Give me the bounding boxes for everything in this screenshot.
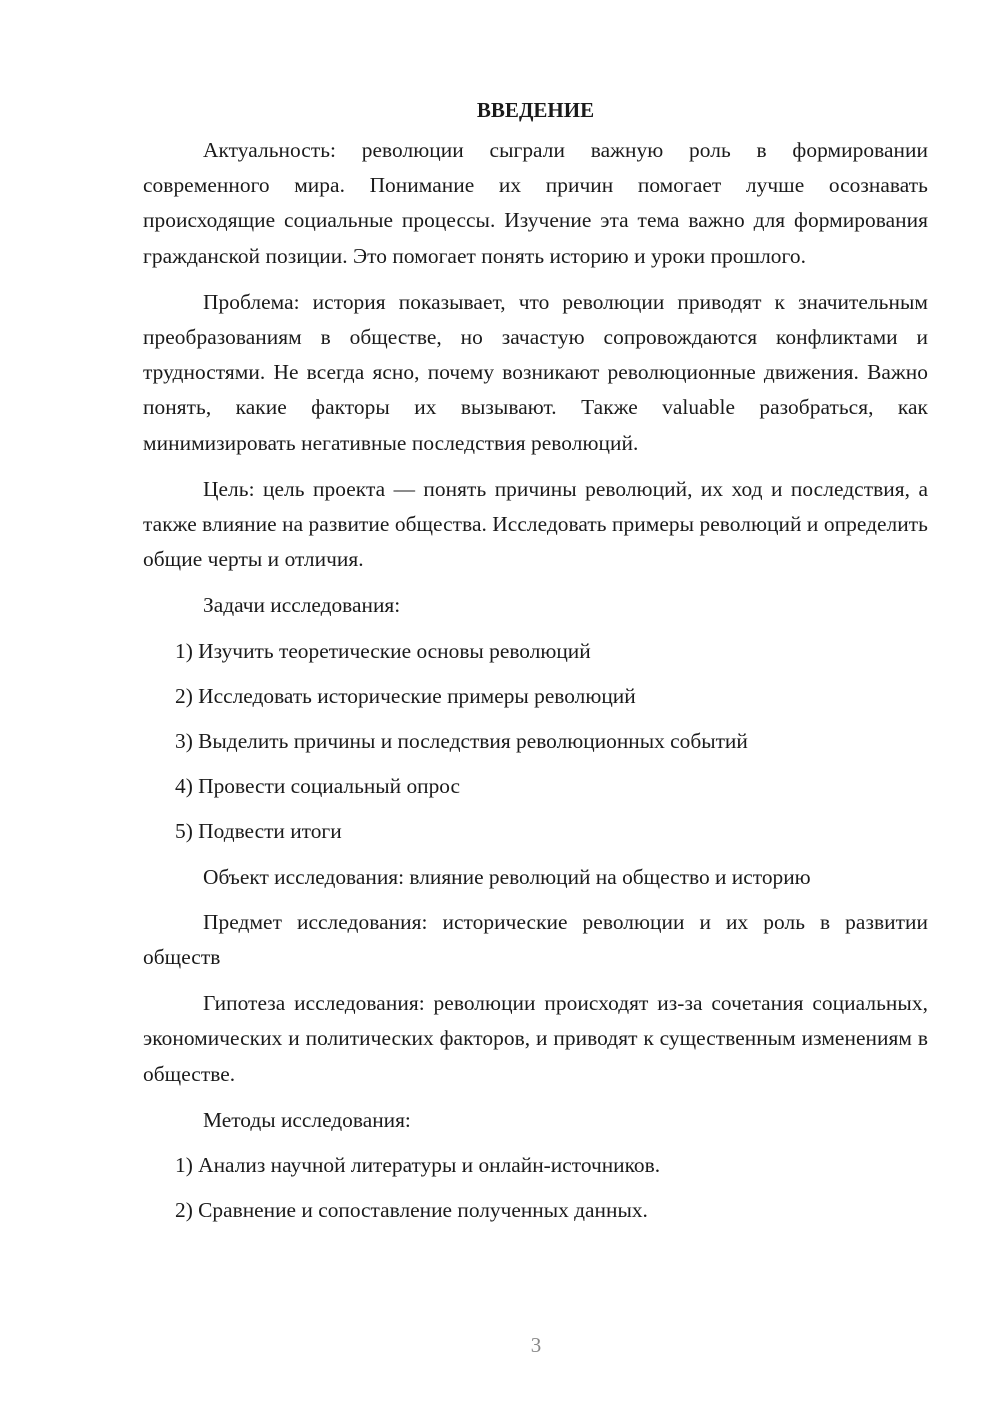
tasks-list [143,634,928,850]
relevance-paragraph: Актуальность: революции сыграли важную роль в формировании современного мира. Понимание их причин помогает лучше осознавать происходящие социальные процессы. Изучение эта тема важно для формирования гражданской позиции. Это помогает понять историю и уроки прошлого. [143,138,928,268]
tasks-heading: Задачи исследования: [203,593,401,618]
goal-paragraph: Цель: цель проекта — понять причины революций, их ход и последствия, а также влияние на развитие общества. Исследовать примеры революций и определить общие черты и отличия. [143,476,928,572]
problem-paragraph: Проблема: история показывает, что революции приводят к значительным преобразованиям в обществе, но зачастую сопровождаются конфликтами и трудностями. Не всегда ясно, почему возникают революционные движения. Важно понять, какие факторы их вызывают. Также valuable разобраться, как минимизировать негативные последствия революций. [143,289,928,455]
methods-list [143,1148,928,1228]
list-item: 4) Провести социальный опрос [175,774,461,799]
list-item: 1) Анализ научной литературы и онлайн-источников. [175,1153,661,1178]
methods-heading: Методы исследования: [203,1107,411,1132]
list-item: 2) Сравнение и сопоставление полученных данных. [175,1198,648,1223]
section-title: ВВЕДЕНИЕ [476,98,595,122]
hypothesis-paragraph: Гипотеза исследования: революции происходят из-за сочетания социальных, экономических и политических факторов, и приводят к существенным изменениям в обществе. [143,991,928,1086]
list-item: 3) Выделить причины и последствия революционных событий [175,729,748,754]
subject-paragraph: Предмет исследования: исторические революции и их роль в развитии обществ [143,909,928,970]
page-number: 3 [530,1333,542,1357]
object-paragraph: Объект исследования: влияние революций на общество и историю [203,864,811,889]
list-item: 2) Исследовать исторические примеры революций [175,683,636,708]
document-page [143,94,928,1238]
list-item: 5) Подвести итоги [175,819,342,844]
list-item: 1) Изучить теоретические основы революций [175,638,591,663]
